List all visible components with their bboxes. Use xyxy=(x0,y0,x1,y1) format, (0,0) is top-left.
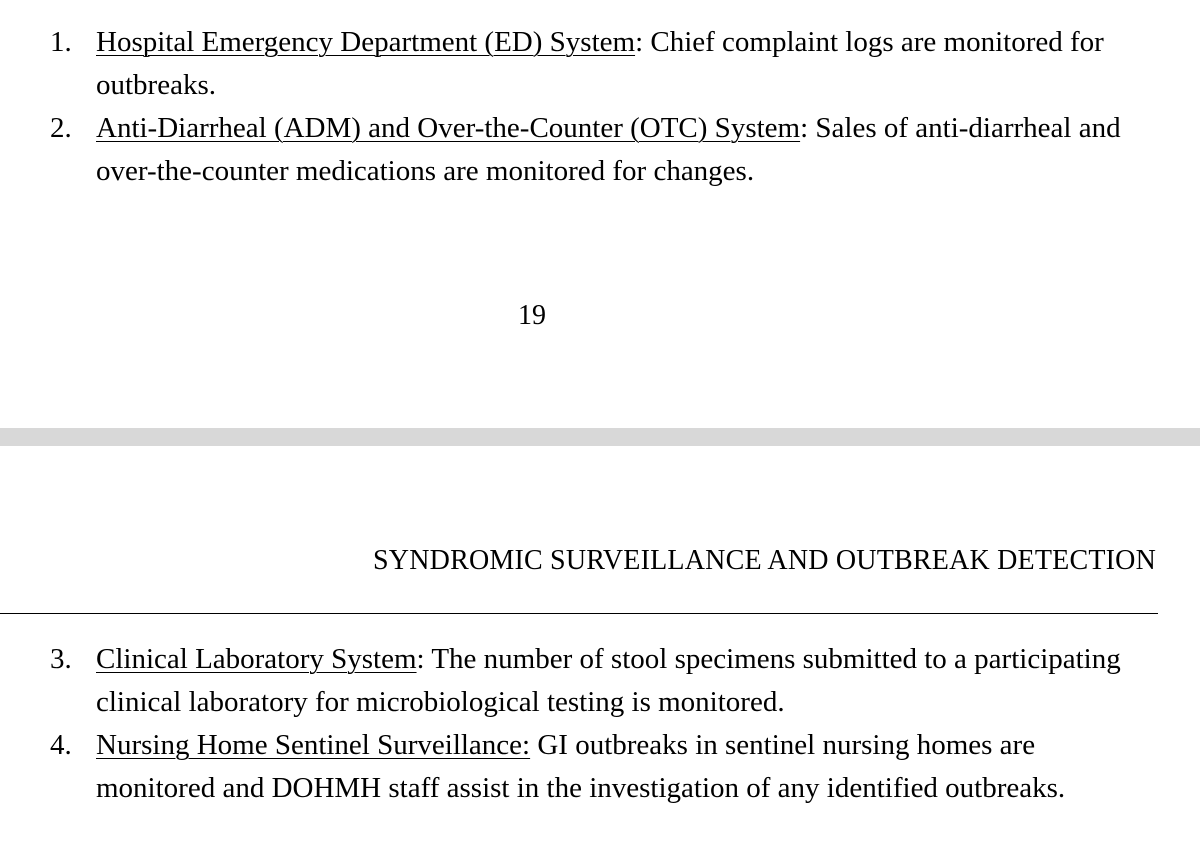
list-item-term: Hospital Emergency Department (ED) System xyxy=(96,26,636,58)
list-item xyxy=(0,724,1160,810)
list-item-description: GI outbreaks in sentinel nursing homes are monitored and DOHMH staff assist in the investigation of any identified outbreaks. xyxy=(96,729,1066,804)
running-header: SYNDROMIC SURVEILLANCE AND OUTBREAK DETECTION xyxy=(373,545,1156,576)
list-item-number: 3. xyxy=(50,643,72,675)
page-number: 19 xyxy=(518,300,546,331)
list-item-description: The number of stool specimens submitted to a participating clinical laboratory for microbiological testing is monitored. xyxy=(96,643,1121,718)
list-item-term: Clinical Laboratory System xyxy=(96,643,417,675)
list-item-number: 4. xyxy=(50,729,72,761)
list-item-separator: : xyxy=(416,643,425,675)
surveillance-system-list-page-19 xyxy=(0,21,1160,193)
list-item xyxy=(0,638,1160,724)
surveillance-system-list-next-page xyxy=(0,638,1160,810)
list-item-term: Anti-Diarrheal (ADM) and Over-the-Counter (OTC) System xyxy=(96,112,801,144)
page-break-divider xyxy=(0,428,1200,446)
list-item-description: Chief complaint logs are monitored for outbreaks. xyxy=(96,26,1104,101)
list-item xyxy=(0,107,1160,193)
list-item-description: Sales of anti-diarrheal and over-the-counter medications are monitored for changes. xyxy=(96,112,1121,187)
list-item-number: 2. xyxy=(50,112,72,144)
list-item-term: Nursing Home Sentinel Surveillance: xyxy=(96,729,531,761)
list-item-separator: : xyxy=(800,112,809,144)
list-item-separator: : xyxy=(635,26,644,58)
list-item xyxy=(0,21,1160,107)
list-item-number: 1. xyxy=(50,26,72,58)
header-rule xyxy=(0,613,1158,614)
